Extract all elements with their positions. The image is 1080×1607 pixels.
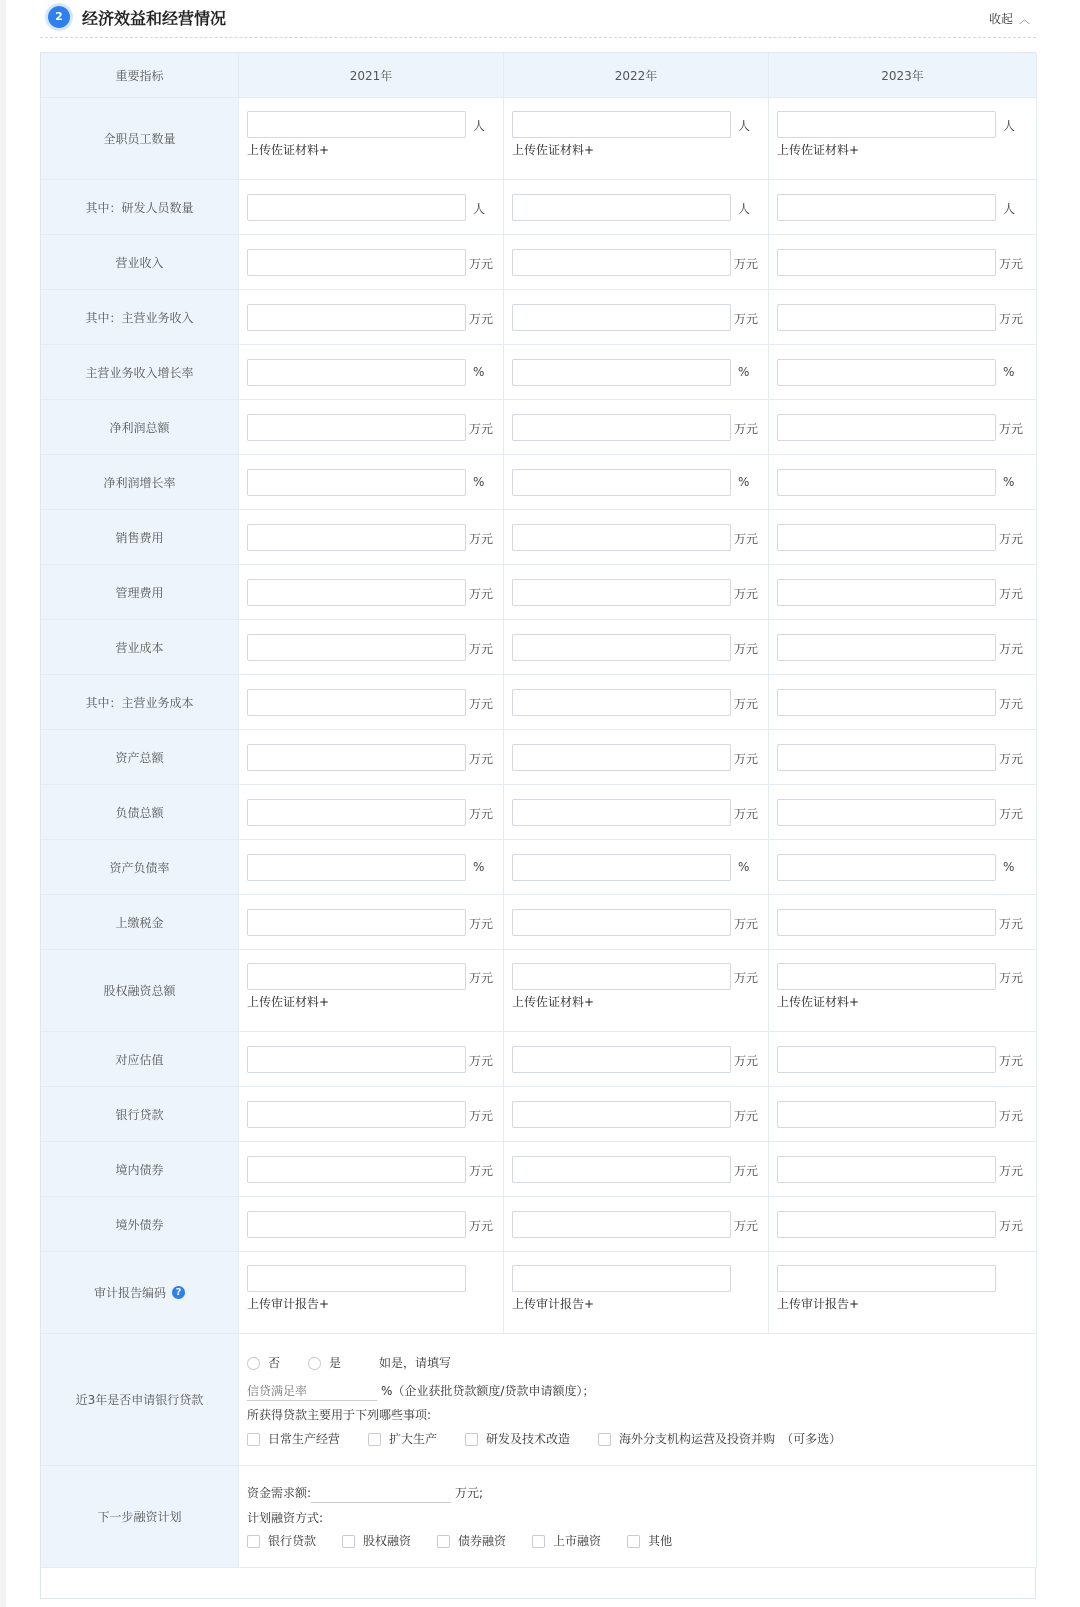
- header-year-1: 2021年: [239, 53, 504, 98]
- row-label: 境内债券: [41, 1142, 239, 1197]
- unit-label: 万元: [469, 257, 494, 271]
- radio-yes[interactable]: [308, 1354, 341, 1371]
- method-option-label: 债券融资: [458, 1534, 507, 1548]
- data-cell: [504, 1032, 769, 1087]
- value-input[interactable]: [247, 249, 466, 276]
- collapse-button[interactable]: [989, 10, 1030, 27]
- data-cell: [239, 180, 504, 235]
- data-cell: [239, 675, 504, 730]
- usage-option-label: 海外分支机构运营及投资并购: [619, 1432, 776, 1446]
- row-label: 管理费用: [41, 565, 239, 620]
- value-input[interactable]: [777, 1211, 996, 1238]
- data-cell: [769, 98, 1037, 180]
- data-cell: [239, 785, 504, 840]
- data-cell: [769, 180, 1037, 235]
- unit-label: 万元: [734, 697, 759, 711]
- value-input[interactable]: [512, 579, 731, 606]
- unit-label: 万元: [469, 1054, 494, 1068]
- usage-option-label: 扩大生产: [389, 1432, 438, 1446]
- radio-yes-label: 是: [329, 1356, 342, 1370]
- row-label: 银行贷款: [41, 1087, 239, 1142]
- data-cell: [239, 1197, 504, 1252]
- row-label: 净利润增长率: [41, 455, 239, 510]
- row-label: 股权融资总额: [41, 950, 239, 1032]
- data-cell: [504, 1087, 769, 1142]
- radio-circle-icon: [308, 1357, 321, 1370]
- value-input[interactable]: [777, 1046, 996, 1073]
- value-input[interactable]: [247, 634, 466, 661]
- unit-label: 万元: [999, 532, 1024, 546]
- value-input[interactable]: [512, 963, 731, 990]
- usage-option-checkbox[interactable]: [368, 1430, 437, 1447]
- unit-label: 万元: [469, 1219, 494, 1233]
- data-cell: [504, 785, 769, 840]
- value-input[interactable]: [512, 1046, 731, 1073]
- data-cell: [504, 675, 769, 730]
- row-label: 全职员工数量: [41, 98, 239, 180]
- data-cell: [504, 840, 769, 895]
- data-cell: [769, 235, 1037, 290]
- value-input[interactable]: [512, 469, 731, 496]
- header-indicator: 重要指标: [41, 53, 239, 98]
- value-input[interactable]: [777, 744, 996, 771]
- unit-label: 万元: [999, 697, 1024, 711]
- checkbox-icon: [627, 1535, 640, 1548]
- data-cell: [504, 620, 769, 675]
- method-option-checkbox[interactable]: [247, 1532, 316, 1549]
- method-option-label: 上市融资: [553, 1534, 602, 1548]
- unit-label: 万元: [734, 807, 759, 821]
- unit-label: 人: [473, 119, 486, 133]
- multi-select-note: （可多选）: [781, 1432, 842, 1446]
- plan-cell: [239, 1466, 1037, 1568]
- unit-label: 万元: [469, 532, 494, 546]
- upload-evidence-link[interactable]: 上传佐证材料+: [777, 995, 860, 1009]
- value-input[interactable]: [777, 1156, 996, 1183]
- value-input[interactable]: [512, 249, 731, 276]
- data-cell: [239, 950, 504, 1032]
- value-input[interactable]: [247, 469, 466, 496]
- checkbox-icon: [532, 1535, 545, 1548]
- row-label: 资产总额: [41, 730, 239, 785]
- unit-label: 万元: [734, 642, 759, 656]
- usage-option-checkbox[interactable]: [247, 1430, 340, 1447]
- row-label: 资产负债率: [41, 840, 239, 895]
- data-cell: [504, 950, 769, 1032]
- unit-label: 万元: [469, 422, 494, 436]
- unit-label: 人: [473, 202, 486, 216]
- radio-no-label: 否: [268, 1356, 281, 1370]
- unit-label: 万元: [734, 532, 759, 546]
- unit-label: 万元: [999, 1219, 1024, 1233]
- method-option-label: 其他: [648, 1534, 673, 1548]
- unit-label: %: [738, 860, 750, 874]
- unit-label: 万元: [999, 312, 1024, 326]
- value-input[interactable]: [777, 249, 996, 276]
- value-input[interactable]: [777, 799, 996, 826]
- unit-label: 万元: [734, 422, 759, 436]
- method-option-label: 银行贷款: [268, 1534, 317, 1548]
- unit-label: 万元: [734, 971, 759, 985]
- unit-label: 万元: [469, 1164, 494, 1178]
- unit-label: 万元: [734, 312, 759, 326]
- method-option-checkbox[interactable]: [437, 1532, 506, 1549]
- method-options: [247, 1532, 672, 1549]
- data-cell: [504, 1197, 769, 1252]
- value-input[interactable]: [777, 359, 996, 386]
- value-input[interactable]: [777, 469, 996, 496]
- method-label: 计划融资方式:: [247, 1511, 324, 1525]
- value-input[interactable]: [247, 359, 466, 386]
- unit-label: 万元: [469, 697, 494, 711]
- value-input[interactable]: [512, 359, 731, 386]
- value-input[interactable]: [777, 854, 996, 881]
- unit-label: 万元: [734, 1164, 759, 1178]
- data-cell: [769, 345, 1037, 400]
- step-number-badge: 2: [48, 6, 70, 28]
- data-cell: [769, 1087, 1037, 1142]
- unit-label: 人: [1003, 202, 1016, 216]
- value-input[interactable]: [512, 799, 731, 826]
- value-input[interactable]: [777, 689, 996, 716]
- unit-label: 万元: [469, 917, 494, 931]
- value-input[interactable]: [512, 744, 731, 771]
- data-cell: [239, 1142, 504, 1197]
- loan-usage-label: 所获得贷款主要用于下列哪些事项:: [247, 1408, 432, 1422]
- audit-label: 审计报告编码: [93, 1286, 166, 1300]
- data-cell: [769, 1197, 1037, 1252]
- data-cell: [504, 345, 769, 400]
- data-cell: [769, 1142, 1037, 1197]
- checkbox-icon: [368, 1433, 381, 1446]
- data-cell: [769, 455, 1037, 510]
- data-cell: [769, 675, 1037, 730]
- method-option-label: 股权融资: [363, 1534, 412, 1548]
- value-input[interactable]: [247, 799, 466, 826]
- value-input[interactable]: [512, 689, 731, 716]
- row-label: 负债总额: [41, 785, 239, 840]
- value-input[interactable]: [777, 414, 996, 441]
- value-input[interactable]: [777, 579, 996, 606]
- data-cell: [239, 895, 504, 950]
- unit-label: 万元: [999, 1054, 1024, 1068]
- value-input[interactable]: [512, 1101, 731, 1128]
- value-input[interactable]: [512, 1211, 731, 1238]
- row-label: 近3年是否申请银行贷款: [41, 1334, 239, 1466]
- unit-label: 人: [738, 119, 751, 133]
- unit-label: 万元: [999, 1164, 1024, 1178]
- value-input[interactable]: [512, 194, 731, 221]
- data-cell: [769, 400, 1037, 455]
- demand-line: [247, 1484, 483, 1503]
- unit-label: 万元: [469, 971, 494, 985]
- unit-label: 万元: [999, 971, 1024, 985]
- loan-rate-line: [247, 1382, 594, 1401]
- unit-label: 万元: [734, 1054, 759, 1068]
- unit-label: 万元: [469, 1109, 494, 1123]
- data-cell: [239, 510, 504, 565]
- upload-evidence-link[interactable]: 上传佐证材料+: [512, 143, 595, 157]
- data-cell: [769, 840, 1037, 895]
- value-input[interactable]: [777, 1101, 996, 1128]
- value-input[interactable]: [777, 304, 996, 331]
- value-input[interactable]: [512, 524, 731, 551]
- row-label: 营业收入: [41, 235, 239, 290]
- upload-audit-report-link[interactable]: 上传审计报告+: [512, 1297, 595, 1311]
- unit-label: 人: [738, 202, 751, 216]
- value-input[interactable]: [777, 524, 996, 551]
- usage-option-checkbox[interactable]: [598, 1430, 775, 1447]
- header-year-2: 2022年: [504, 53, 769, 98]
- row-label: 净利润总额: [41, 400, 239, 455]
- checkbox-icon: [437, 1535, 450, 1548]
- question-circle-icon[interactable]: ?: [172, 1286, 185, 1299]
- left-margin-strip: [0, 0, 6, 1607]
- value-input[interactable]: [512, 1156, 731, 1183]
- demand-suffix: 万元;: [455, 1486, 484, 1500]
- value-input[interactable]: [247, 1046, 466, 1073]
- data-cell: [239, 565, 504, 620]
- data-cell: [239, 290, 504, 345]
- unit-label: 万元: [999, 422, 1024, 436]
- row-label: 对应估值: [41, 1032, 239, 1087]
- unit-label: 万元: [469, 312, 494, 326]
- data-cell: [769, 510, 1037, 565]
- data-cell: [504, 1142, 769, 1197]
- value-input[interactable]: [247, 689, 466, 716]
- data-cell: [504, 180, 769, 235]
- audit-code-input[interactable]: [512, 1265, 731, 1292]
- value-input[interactable]: [247, 963, 466, 990]
- demand-amount-input[interactable]: [311, 1484, 451, 1503]
- chevron-up-icon: ︿: [1019, 13, 1030, 26]
- data-cell: [504, 510, 769, 565]
- data-cell: [239, 235, 504, 290]
- unit-label: 万元: [999, 1109, 1024, 1123]
- unit-label: 万元: [999, 587, 1024, 601]
- unit-label: 人: [1003, 119, 1016, 133]
- row-label: [41, 1252, 239, 1334]
- unit-label: 万元: [734, 917, 759, 931]
- upload-evidence-link[interactable]: 上传佐证材料+: [777, 143, 860, 157]
- unit-label: %: [738, 365, 750, 379]
- unit-label: 万元: [469, 642, 494, 656]
- row-label: 主营业务收入增长率: [41, 345, 239, 400]
- unit-label: %: [473, 365, 485, 379]
- data-cell: [504, 98, 769, 180]
- row-label: 营业成本: [41, 620, 239, 675]
- data-cell: [239, 1032, 504, 1087]
- audit-code-input[interactable]: [247, 1265, 466, 1292]
- data-cell: [239, 620, 504, 675]
- radio-circle-icon: [247, 1357, 260, 1370]
- value-input[interactable]: [247, 1211, 466, 1238]
- upload-evidence-link[interactable]: 上传佐证材料+: [512, 995, 595, 1009]
- data-cell: [769, 950, 1037, 1032]
- unit-label: 万元: [734, 1219, 759, 1233]
- loan-usage-options: [247, 1430, 841, 1447]
- value-input[interactable]: [247, 744, 466, 771]
- value-input[interactable]: [512, 414, 731, 441]
- method-option-checkbox[interactable]: [627, 1532, 672, 1549]
- value-input[interactable]: [247, 524, 466, 551]
- row-label: 其中：主营业务收入: [41, 290, 239, 345]
- data-cell: [504, 455, 769, 510]
- value-input[interactable]: [247, 579, 466, 606]
- unit-label: 万元: [734, 587, 759, 601]
- checkbox-icon: [247, 1535, 260, 1548]
- value-input[interactable]: [512, 634, 731, 661]
- unit-label: %: [1003, 475, 1015, 489]
- usage-option-checkbox[interactable]: [465, 1430, 570, 1447]
- value-input[interactable]: [777, 909, 996, 936]
- upload-audit-report-link[interactable]: 上传审计报告+: [777, 1297, 860, 1311]
- unit-label: %: [738, 475, 750, 489]
- method-option-checkbox[interactable]: [342, 1532, 411, 1549]
- data-cell: [769, 1032, 1037, 1087]
- data-cell: [504, 730, 769, 785]
- row-label: 下一步融资计划: [41, 1466, 239, 1568]
- value-input[interactable]: [247, 854, 466, 881]
- data-cell: [504, 400, 769, 455]
- if-yes-hint: 如是，请填写: [379, 1356, 452, 1370]
- header-year-3: 2023年: [769, 53, 1037, 98]
- loan-cell: [239, 1334, 1037, 1466]
- data-cell: [769, 1252, 1037, 1334]
- data-cell: [239, 345, 504, 400]
- checkbox-icon: [598, 1433, 611, 1446]
- collapse-label: 收起: [988, 12, 1013, 26]
- value-input[interactable]: [512, 909, 731, 936]
- audit-code-input[interactable]: [777, 1265, 996, 1292]
- section-header: [40, 0, 1036, 38]
- indicators-table: [40, 52, 1036, 1599]
- unit-label: 万元: [469, 752, 494, 766]
- row-label: 境外债券: [41, 1197, 239, 1252]
- radio-no[interactable]: [247, 1354, 280, 1371]
- data-cell: [239, 455, 504, 510]
- unit-label: %: [473, 475, 485, 489]
- unit-label: 万元: [734, 257, 759, 271]
- data-cell: [504, 235, 769, 290]
- unit-label: 万元: [734, 752, 759, 766]
- unit-label: %: [1003, 860, 1015, 874]
- data-cell: [504, 565, 769, 620]
- unit-label: 万元: [734, 1109, 759, 1123]
- data-cell: [504, 1252, 769, 1334]
- row-label: 上缴税金: [41, 895, 239, 950]
- data-cell: [239, 98, 504, 180]
- unit-label: 万元: [469, 807, 494, 821]
- value-input[interactable]: [247, 111, 466, 138]
- data-cell: [769, 785, 1037, 840]
- unit-label: %: [1003, 365, 1015, 379]
- value-input[interactable]: [247, 414, 466, 441]
- value-input[interactable]: [512, 304, 731, 331]
- data-cell: [769, 620, 1037, 675]
- checkbox-icon: [342, 1535, 355, 1548]
- checkbox-icon: [465, 1433, 478, 1446]
- rate-suffix: %（企业获批贷款额度/贷款申请额度）；: [381, 1384, 595, 1398]
- data-cell: [769, 895, 1037, 950]
- upload-evidence-link[interactable]: 上传佐证材料+: [247, 143, 330, 157]
- upload-evidence-link[interactable]: 上传佐证材料+: [247, 995, 330, 1009]
- checkbox-icon: [247, 1433, 260, 1446]
- usage-option-label: 研发及技术改造: [486, 1432, 571, 1446]
- data-cell: [769, 565, 1037, 620]
- method-option-checkbox[interactable]: [532, 1532, 601, 1549]
- value-input[interactable]: [777, 194, 996, 221]
- value-input[interactable]: [247, 304, 466, 331]
- data-cell: [239, 1087, 504, 1142]
- value-input[interactable]: [247, 1156, 466, 1183]
- data-cell: [239, 840, 504, 895]
- data-cell: [239, 730, 504, 785]
- unit-label: 万元: [469, 587, 494, 601]
- usage-option-label: 日常生产经营: [268, 1432, 341, 1446]
- value-input[interactable]: [777, 634, 996, 661]
- unit-label: 万元: [999, 642, 1024, 656]
- value-input[interactable]: [247, 909, 466, 936]
- loan-radio-line: [247, 1354, 451, 1371]
- value-input[interactable]: [512, 854, 731, 881]
- unit-label: 万元: [999, 752, 1024, 766]
- data-cell: [504, 895, 769, 950]
- data-cell: [504, 290, 769, 345]
- value-input[interactable]: [777, 111, 996, 138]
- unit-label: 万元: [999, 257, 1024, 271]
- upload-audit-report-link[interactable]: 上传审计报告+: [247, 1297, 330, 1311]
- row-label: 销售费用: [41, 510, 239, 565]
- section-title: 经济效益和经营情况: [82, 9, 227, 28]
- data-cell: [239, 400, 504, 455]
- credit-rate-input[interactable]: [247, 1382, 377, 1401]
- row-label: 其中：主营业务成本: [41, 675, 239, 730]
- value-input[interactable]: [777, 963, 996, 990]
- unit-label: %: [473, 860, 485, 874]
- unit-label: 万元: [999, 917, 1024, 931]
- data-cell: [769, 290, 1037, 345]
- data-cell: [239, 1252, 504, 1334]
- value-input[interactable]: [247, 194, 466, 221]
- row-label: 其中：研发人员数量: [41, 180, 239, 235]
- value-input[interactable]: [512, 111, 731, 138]
- data-cell: [769, 730, 1037, 785]
- demand-label: 资金需求额:: [247, 1486, 312, 1500]
- unit-label: 万元: [999, 807, 1024, 821]
- value-input[interactable]: [247, 1101, 466, 1128]
